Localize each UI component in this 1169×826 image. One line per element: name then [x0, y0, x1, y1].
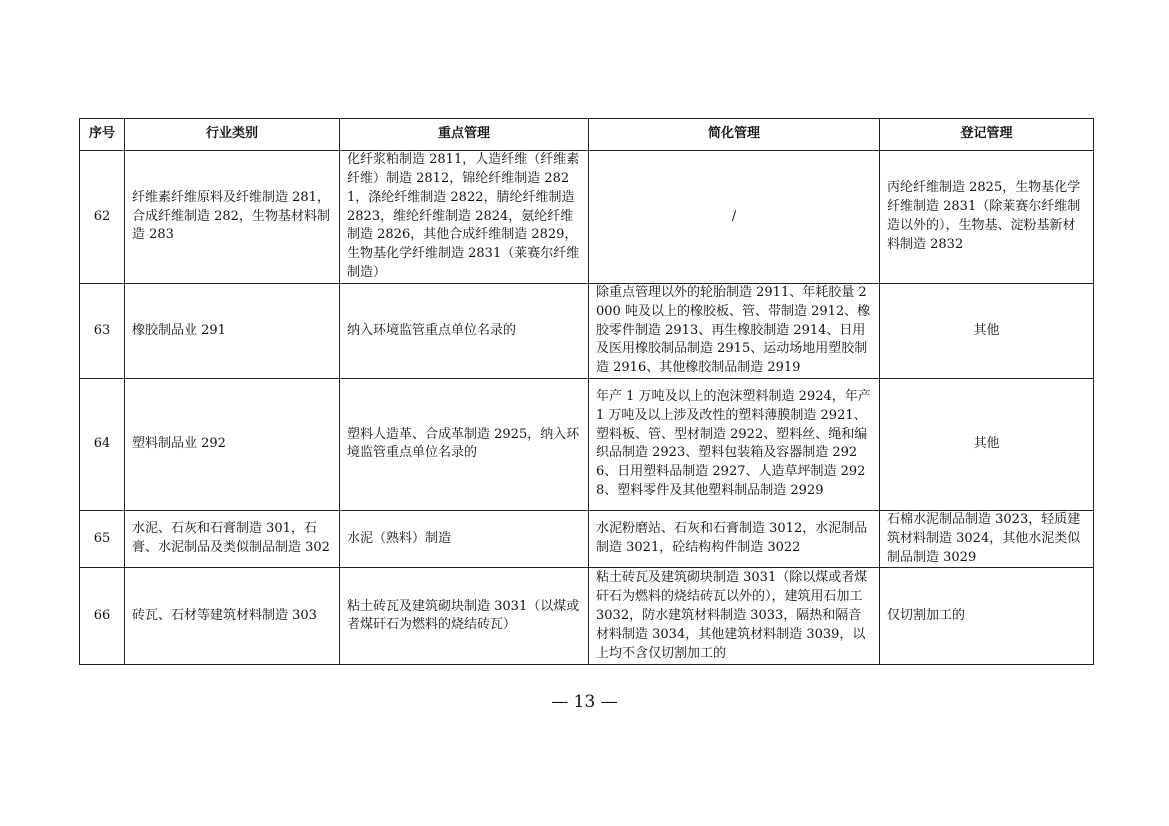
row-category: 橡胶制品业 291	[125, 284, 340, 379]
header-category: 行业类别	[125, 119, 340, 151]
table-row	[80, 151, 1094, 284]
row-key: 粘土砖瓦及建筑砌块制造 3031（以煤或者煤矸石为燃料的烧结砖瓦）	[340, 568, 589, 665]
row-key: 塑料人造革、合成革制造 2925，纳入环境监管重点单位名录的	[340, 378, 589, 510]
row-key: 水泥（熟料）制造	[340, 510, 589, 567]
row-registration: 其他	[880, 284, 1094, 379]
page-number: — 13 —	[551, 692, 618, 712]
row-no: 64	[80, 378, 125, 510]
row-no: 66	[80, 568, 125, 665]
row-registration: 石棉水泥制品制造 3023，轻质建筑材料制造 3024，其他水泥类似制品制造 3029	[880, 510, 1094, 567]
industry-management-table	[79, 118, 1094, 665]
row-registration: 仅切割加工的	[880, 568, 1094, 665]
table-row	[80, 378, 1094, 510]
row-no: 63	[80, 284, 125, 379]
row-key: 化纤浆粕制造 2811，人造纤维（纤维素纤维）制造 2812，锦纶纤维制造 2821，涤纶纤维制造 2822，腈纶纤维制造 2823，维纶纤维制造 2824，氨纶纤维制造 2826，其他合成纤维制造 2829，生物基化学纤维制造 2831（莱赛尔纤维制造）	[340, 151, 589, 284]
row-no: 62	[80, 151, 125, 284]
row-simplified: 水泥粉磨站、石灰和石膏制造 3012，水泥制品制造 3021，砼结构构件制造 3022	[589, 510, 880, 567]
row-category: 砖瓦、石材等建筑材料制造 303	[125, 568, 340, 665]
header-no: 序号	[80, 119, 125, 151]
table-row	[80, 284, 1094, 379]
row-simplified: 粘土砖瓦及建筑砌块制造 3031（除以煤或者煤矸石为燃料的烧结砖瓦以外的），建筑用石加工 3032，防水建筑材料制造 3033，隔热和隔音材料制造 3034，其他建筑材料制造 3039，以上均不含仅切割加工的	[589, 568, 880, 665]
row-key: 纳入环境监管重点单位名录的	[340, 284, 589, 379]
row-simplified: 年产 1 万吨及以上的泡沫塑料制造 2924，年产 1 万吨及以上涉及改性的塑料薄膜制造 2921、塑料板、管、型材制造 2922、塑料丝、绳和编织品制造 2923、塑料包装箱及容器制造 2926、日用塑料品制造 2927、人造草坪制造 2928、塑料零件及其他塑料制品制造 2929	[589, 378, 880, 510]
table-header-row	[80, 119, 1094, 151]
header-simplified: 简化管理	[589, 119, 880, 151]
row-simplified: /	[589, 151, 880, 284]
row-category: 水泥、石灰和石膏制造 301，石膏、水泥制品及类似制品制造 302	[125, 510, 340, 567]
row-category: 塑料制品业 292	[125, 378, 340, 510]
row-no: 65	[80, 510, 125, 567]
table-row	[80, 568, 1094, 665]
row-simplified: 除重点管理以外的轮胎制造 2911、年耗胶量 2000 吨及以上的橡胶板、管、带制造 2912、橡胶零件制造 2913、再生橡胶制造 2914、日用及医用橡胶制品制造 2915、运动场地用塑胶制造 2916、其他橡胶制品制造 2919	[589, 284, 880, 379]
row-category: 纤维素纤维原料及纤维制造 281，合成纤维制造 282，生物基材料制造 283	[125, 151, 340, 284]
table-row	[80, 510, 1094, 567]
header-registration: 登记管理	[880, 119, 1094, 151]
header-key: 重点管理	[340, 119, 589, 151]
row-registration: 丙纶纤维制造 2825，生物基化学纤维制造 2831（除莱赛尔纤维制造以外的），生物基、淀粉基新材料制造 2832	[880, 151, 1094, 284]
row-registration: 其他	[880, 378, 1094, 510]
